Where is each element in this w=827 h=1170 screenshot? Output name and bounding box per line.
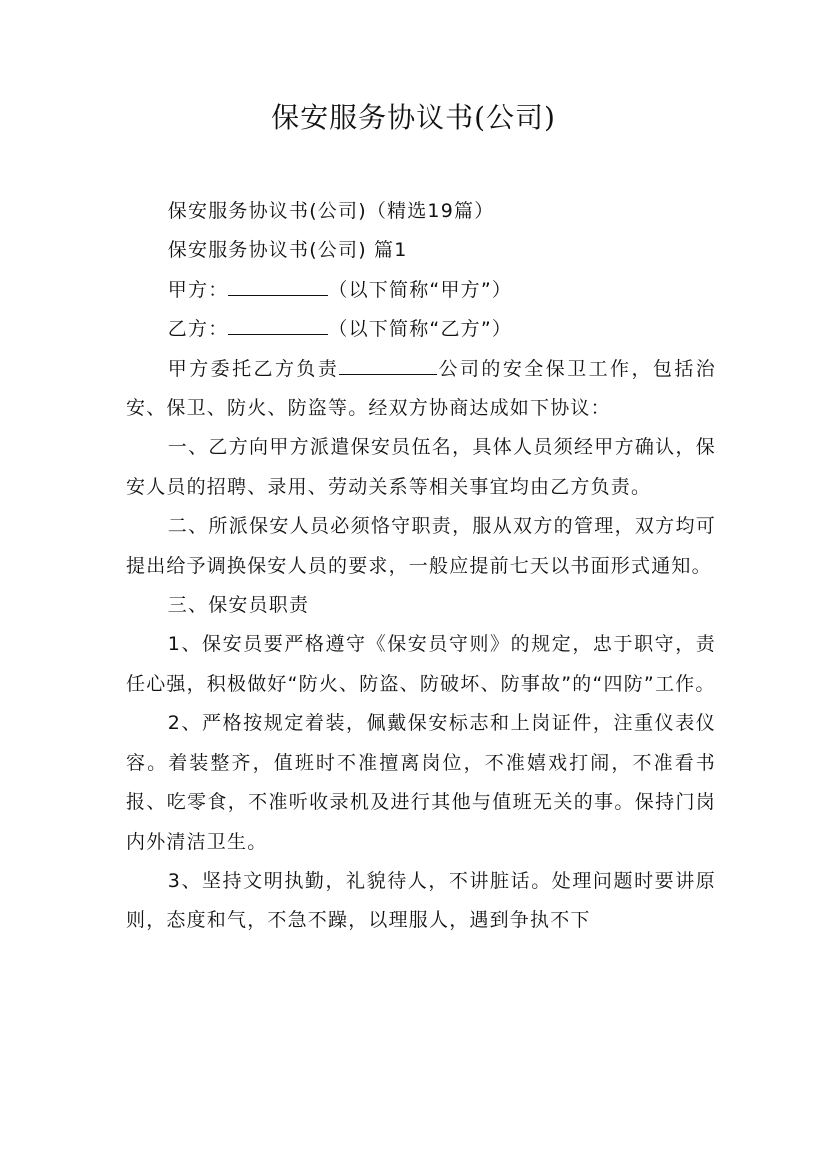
- party-b-blank: [228, 316, 328, 335]
- party-a-line: [126, 271, 716, 310]
- party-b-label: 乙方：: [167, 318, 229, 341]
- clause-paragraph: 2、严格按规定着装，佩戴保安标志和上岗证件，注重仪表仪容。着装整齐，值班时不准擅离岗位，不准嬉戏打闹，不准看书报、吃零食，不准听收录机及进行其他与值班无关的事。保持门岗内外清洁卫生。: [126, 712, 716, 853]
- party-b-line: [126, 310, 716, 349]
- intro-before: 甲方委托乙方负责: [167, 357, 340, 380]
- party-b-suffix: （以下简称“乙方”）: [328, 318, 513, 341]
- clause-paragraph: 一、乙方向甲方派遣保安员伍名，具体人员须经甲方确认，保安人员的招聘、录用、劳动关系等相关事宜均由乙方负责。: [126, 436, 716, 498]
- party-a-label: 甲方：: [167, 278, 229, 301]
- party-a-suffix: （以下简称“甲方”）: [328, 278, 513, 301]
- document-subtitle: 保安服务协议书(公司)（精选19篇）: [167, 200, 495, 222]
- section-heading: 保安服务协议书(公司) 篇1: [167, 239, 408, 262]
- intro-paragraph: [126, 350, 716, 429]
- party-a-blank: [228, 277, 328, 296]
- intro-after: 公司的安全保卫工作，包括治安、保卫、防火、防盗等。经双方协商达成如下协议：: [126, 357, 716, 420]
- clause-paragraph: 1、保安员要严格遵守《保安员守则》的规定，忠于职守，责任心强，积极做好“防火、防盗、防破坏、防事故”的“四防”工作。: [126, 633, 716, 695]
- clause-paragraph: 二、所派保安人员必须恪守职责，服从双方的管理，双方均可提出给予调换保安人员的要求，一般应提前七天以书面形式通知。: [126, 515, 716, 577]
- clause-paragraph: 3、坚持文明执勤，礼貌待人，不讲脏话。处理问题时要讲原则，态度和气，不急不躁，以理服人，遇到争执不下: [126, 869, 716, 932]
- clause-heading: 三、保安员职责: [167, 594, 310, 617]
- document-title: 保安服务协议书(公司): [271, 101, 556, 134]
- document-body: [126, 192, 716, 941]
- company-blank: [339, 356, 437, 375]
